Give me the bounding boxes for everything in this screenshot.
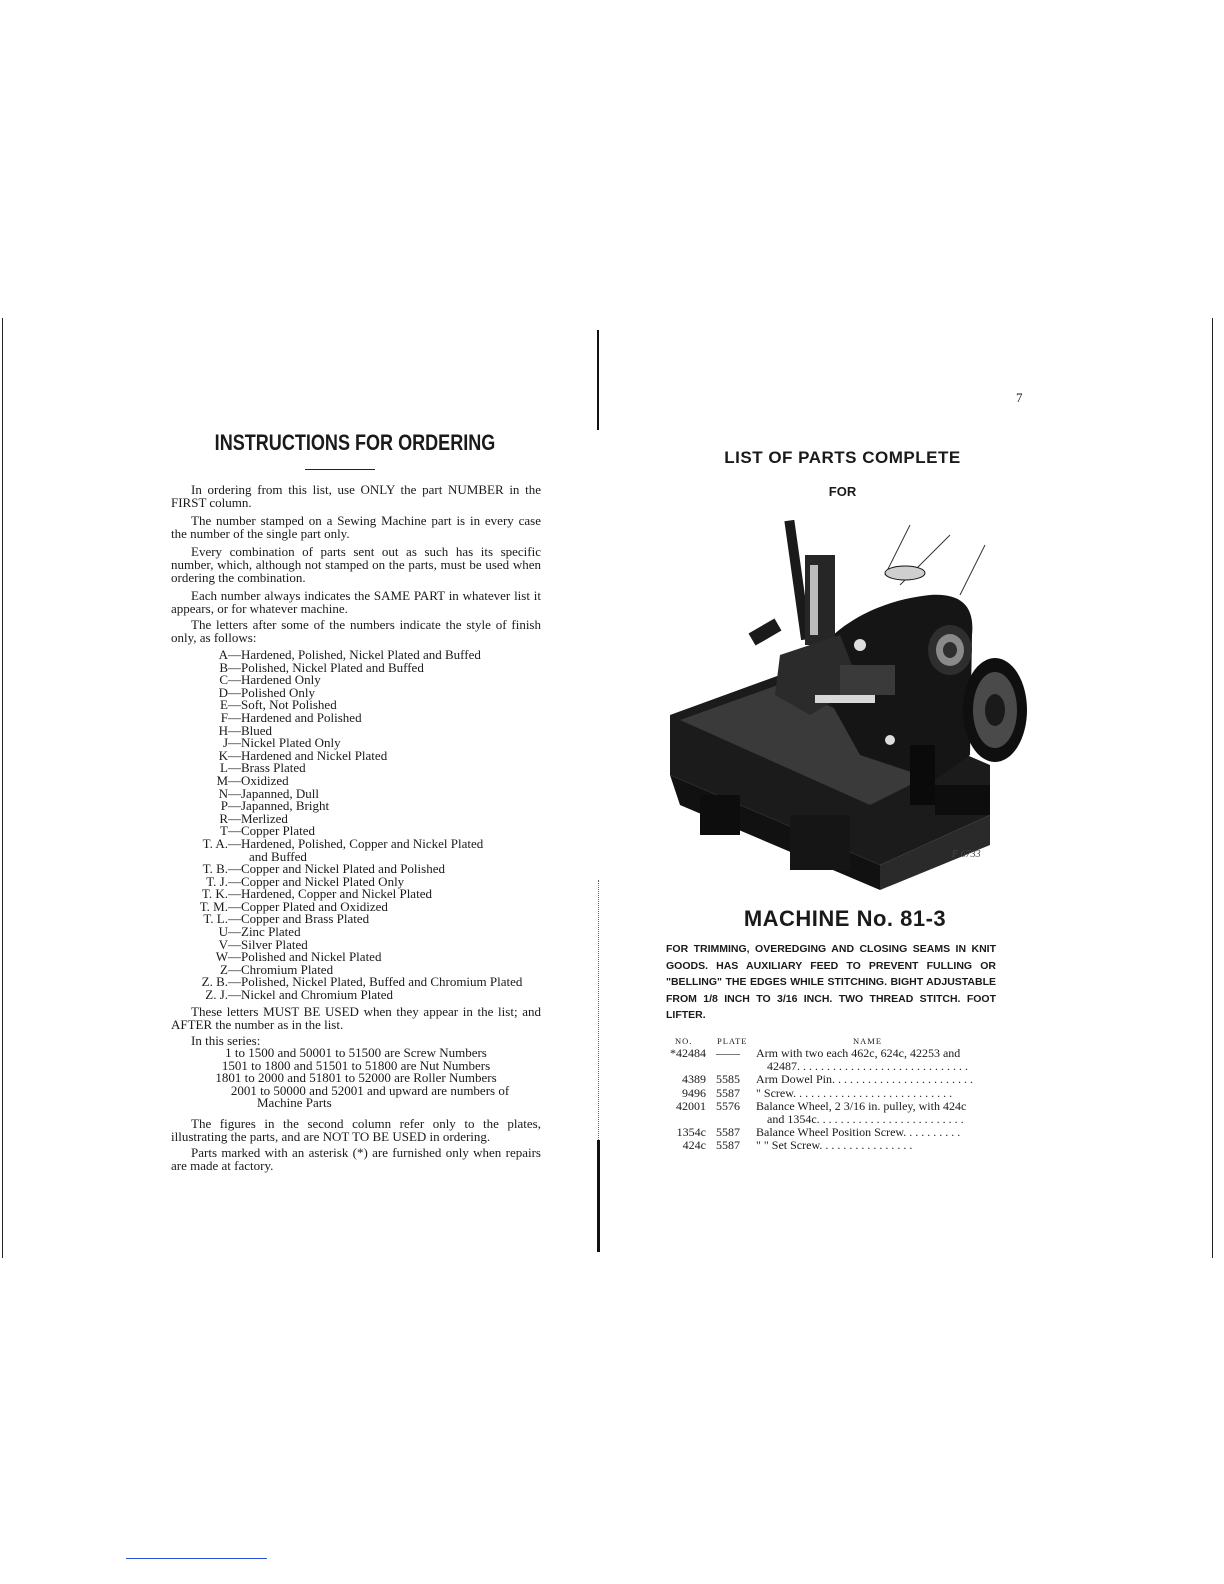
page-number: 7 [1016, 390, 1023, 405]
finish-code: F— [220, 709, 241, 725]
finish-code: E— [220, 697, 241, 713]
table-row [664, 1139, 999, 1152]
header-name: NAME [853, 1036, 883, 1046]
finish-desc: Hardened, Copper and Nickel Plated [241, 886, 432, 902]
paragraph-3: Every combination of parts sent out as such has its specific number, which, although not stamped on the parts, must be used when ordering the combination. [171, 544, 541, 585]
finish-code: K— [218, 747, 241, 763]
finish-code: T. M.— [199, 898, 241, 914]
finish-desc: Nickel and Chromium Plated [241, 987, 394, 1003]
finish-desc: Blued [241, 722, 273, 738]
page-edge-left [2, 318, 3, 1258]
page-title-right: LIST OF PARTS COMPLETE [724, 448, 961, 467]
part-name-continued: 42487. . . . . . . . . . . . . . . . . . . . . . . . . . . . . [767, 1060, 968, 1074]
paragraph-2: The number stamped on a Sewing Machine part is in every case the number of the single part only. [171, 513, 541, 541]
asterisk-note: Parts marked with an asterisk (*) are furnished only when repairs are made at factory. [171, 1145, 541, 1173]
page-edge-right [1212, 318, 1213, 1258]
part-no: 42001 [676, 1098, 706, 1113]
table-row [664, 1047, 999, 1060]
finish-code: T— [220, 823, 241, 839]
finish-item [190, 835, 550, 851]
part-no: *42484 [670, 1046, 706, 1060]
finish-desc: Hardened, Polished, Nickel Plated and Buffed [241, 647, 481, 662]
finish-code: B— [219, 659, 241, 675]
finish-code: A— [218, 647, 241, 662]
sewing-machine-illustration [660, 515, 1035, 900]
table-row-continuation [664, 1113, 999, 1126]
part-name-continued: and 1354c. . . . . . . . . . . . . . . . . . . . . . . . . [767, 1112, 964, 1126]
header-plate: PLATE [717, 1036, 748, 1046]
finish-code: T. L.— [203, 911, 241, 927]
finish-code: M— [216, 772, 241, 788]
finish-code: T. B.— [202, 861, 241, 877]
finish-desc: Copper Plated [241, 823, 316, 839]
finish-desc: Copper and Nickel Plated and Polished [241, 861, 445, 877]
part-name: " " Set Screw. . . . . . . . . . . . . . . . [756, 1139, 913, 1153]
table-row-continuation [664, 1060, 999, 1073]
finish-code: T. A.— [202, 835, 241, 851]
finish-desc: Copper Plated and Oxidized [241, 898, 388, 914]
for-label: FOR [828, 484, 857, 499]
series-line: 1801 to 2000 and 51801 to 52000 are Roller Numbers [215, 1070, 497, 1086]
finish-code: U— [218, 924, 241, 940]
series-line: 1 to 1500 and 50001 to 51500 are Screw Numbers [225, 1045, 487, 1060]
part-no: 4389 [682, 1072, 706, 1087]
part-no: 9496 [682, 1085, 706, 1100]
finish-desc: Silver Plated [241, 936, 308, 952]
part-plate: —— [716, 1046, 740, 1060]
machine-title: MACHINE No. 81-3 [743, 906, 947, 931]
series-intro: In this series: [191, 1033, 261, 1048]
finish-desc: Polished, Nickel Plated, Buffed and Chromium Plated [241, 974, 523, 990]
finish-code: R— [219, 810, 241, 826]
finish-code: T. K.— [201, 886, 241, 902]
paragraph-4: Each number always indicates the SAME PART in whatever list it appears, or for whatever machine. [171, 588, 541, 616]
paragraph-1: In ordering from this list, use ONLY the part NUMBER in the FIRST column. [171, 482, 541, 510]
finish-desc: Nickel Plated Only [241, 735, 341, 751]
finish-code: D— [218, 684, 241, 700]
book-spine-top [597, 330, 599, 430]
finish-desc: and Buffed [249, 848, 307, 864]
part-name: Balance Wheel, 2 3/16 in. pulley, with 424c [756, 1099, 967, 1113]
bottom-link-underline[interactable] [126, 1558, 267, 1559]
part-name: " Screw. . . . . . . . . . . . . . . . . . . . . . . . . . . [756, 1086, 953, 1100]
table-row [664, 1100, 999, 1113]
finish-code: H— [218, 722, 241, 738]
finish-desc: Polished, Nickel Plated and Buffed [241, 659, 424, 675]
part-no: 1354c [676, 1125, 706, 1140]
table-row [664, 1126, 999, 1139]
series-list [171, 1047, 541, 1110]
finish-desc: Hardened and Polished [241, 709, 362, 725]
finish-code: Z— [220, 961, 241, 977]
finish-desc: Chromium Plated [241, 961, 334, 977]
table-row [664, 1087, 999, 1100]
table-row [664, 1073, 999, 1086]
finish-code: P— [220, 798, 241, 814]
figure-number: F 6733 [952, 849, 981, 860]
series-line: 2001 to 50000 and 52001 and upward are numbers of [230, 1082, 510, 1098]
letters-note: These letters MUST BE USED when they appear in the list; and AFTER the number as in the list. [171, 1004, 541, 1032]
finish-desc: Brass Plated [241, 760, 306, 776]
finish-code: Z. J.— [205, 987, 241, 1003]
finish-desc: Japanned, Bright [241, 798, 330, 814]
finish-code: T. J.— [206, 873, 241, 889]
finish-item [190, 989, 550, 1002]
finish-code: W— [215, 949, 241, 965]
title-divider [305, 469, 375, 470]
page-title-left: INSTRUCTIONS FOR ORDERING [214, 430, 496, 455]
finish-desc: Hardened, Polished, Copper and Nickel Plated [241, 835, 484, 851]
paragraph-5: The letters after some of the numbers indicate the style of finish only, as follows: [171, 617, 541, 645]
finish-list [190, 649, 550, 1002]
finish-desc: Copper and Nickel Plated Only [241, 873, 405, 889]
finish-desc: Copper and Brass Plated [241, 911, 370, 927]
part-plate: 5585 [716, 1072, 740, 1087]
finish-desc: Merlized [241, 810, 288, 826]
finish-code: L— [220, 760, 241, 776]
part-name: Arm with two each 462c, 624c, 42253 and [756, 1047, 961, 1060]
finish-desc: Oxidized [241, 772, 289, 788]
part-name: Arm Dowel Pin. . . . . . . . . . . . . . . . . . . . . . . . [756, 1073, 973, 1087]
finish-desc: Polished Only [241, 684, 316, 700]
plates-note: The figures in the second column refer only to the plates, illustrating the parts, and are NOT TO BE USED in ordering. [171, 1116, 541, 1144]
series-line: Machine Parts [257, 1095, 332, 1111]
book-spine-bottom [597, 1140, 600, 1252]
series-line: 1501 to 1800 and 51501 to 51800 are Nut Numbers [221, 1057, 491, 1073]
part-plate: 5576 [716, 1098, 740, 1113]
finish-desc: Hardened Only [241, 672, 321, 688]
finish-code: N— [218, 785, 241, 801]
part-plate: 5587 [716, 1085, 740, 1100]
finish-code: V— [218, 936, 241, 952]
finish-code: J— [222, 735, 241, 751]
finish-desc: Japanned, Dull [241, 785, 319, 801]
finish-desc: Soft, Not Polished [241, 697, 337, 713]
part-plate: 5587 [716, 1125, 740, 1140]
finish-desc: Zinc Plated [241, 924, 301, 940]
parts-table [664, 1047, 999, 1153]
part-no: 424c [682, 1138, 706, 1153]
header-no: NO. [675, 1036, 693, 1046]
finish-code: Z. B.— [201, 974, 241, 990]
machine-description: FOR TRIMMING, OVEREDGING AND CLOSING SEAMS IN KNIT GOODS. HAS AUXILIARY FEED TO PREVENT FULLING OR "BELLING" THE EDGES WHILE STITCHING. BIGHT ADJUSTABLE FROM 1/8 INCH TO 3/16 INCH. TWO THREAD STITCH. FOOT LIFTER. [666, 943, 996, 1021]
book-spine-dots [598, 880, 600, 1140]
finish-desc: Polished and Nickel Plated [241, 949, 382, 965]
part-plate: 5587 [716, 1138, 740, 1153]
part-name: Balance Wheel Position Screw. . . . . . . . . . [756, 1126, 961, 1140]
finish-code: C— [219, 672, 241, 688]
finish-desc: Hardened and Nickel Plated [241, 747, 388, 763]
